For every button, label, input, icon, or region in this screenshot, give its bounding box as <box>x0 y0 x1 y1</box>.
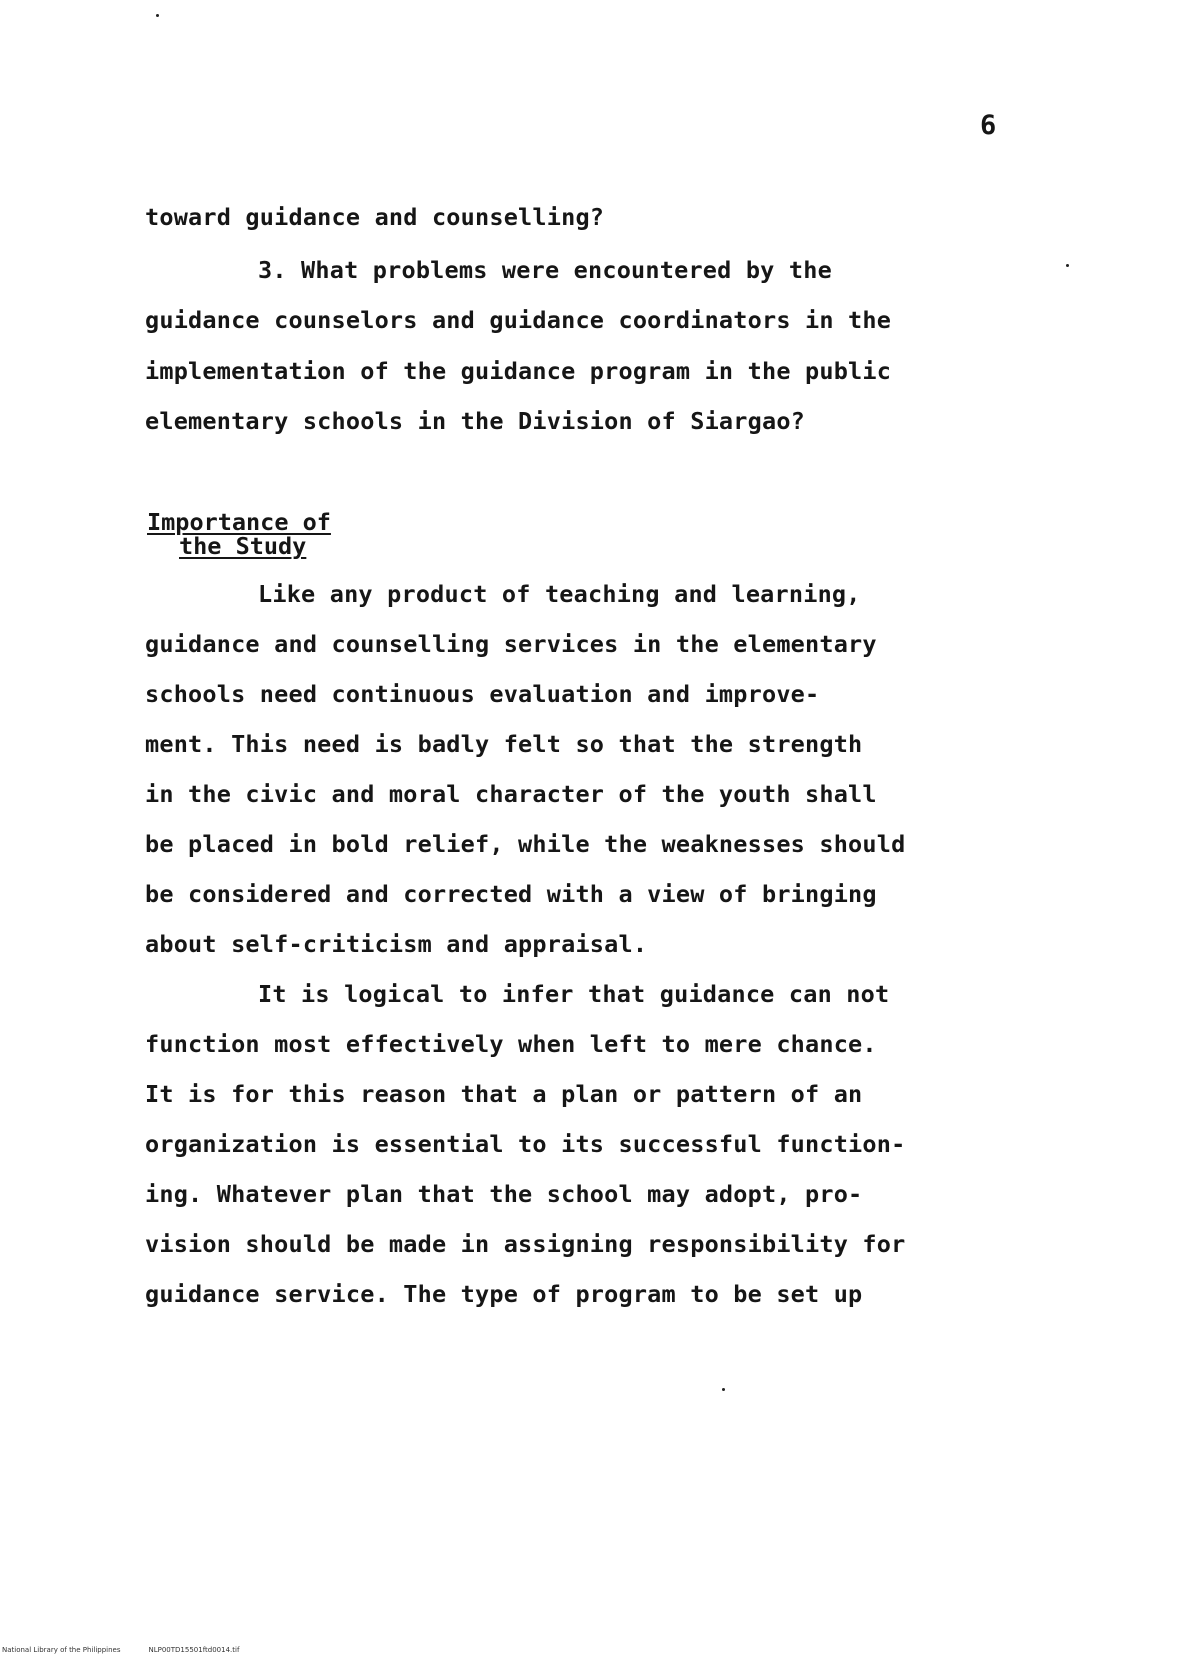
scan-speck <box>722 1388 725 1391</box>
scan-speck <box>156 14 159 17</box>
text-line: ing. Whatever plan that the school may adopt, pro- <box>145 1180 863 1208</box>
text-line: about self-criticism and appraisal. <box>145 930 648 958</box>
text-line: It is logical to infer that guidance can not <box>258 980 890 1008</box>
text-line: guidance and counselling services in the elementary <box>145 630 877 658</box>
text-line: function most effectively when left to mere chance. <box>145 1030 877 1058</box>
text-line: elementary schools in the Division of Siargao? <box>145 407 806 435</box>
page-number: 6 <box>980 110 997 141</box>
text-line: guidance service. The type of program to be set up <box>145 1280 863 1308</box>
text-line: implementation of the guidance program in the public <box>145 357 892 385</box>
text-line: ment. This need is badly felt so that the strength <box>145 730 863 758</box>
text-line: schools need continuous evaluation and improve- <box>145 680 820 708</box>
text-line: vision should be made in assigning responsibility for <box>145 1230 906 1258</box>
section-heading-line-1: Importance of <box>147 508 331 536</box>
section-heading-line-2: the Study <box>179 532 307 560</box>
text-line: be considered and corrected with a view of bringing <box>145 880 877 908</box>
text-line: be placed in bold relief, while the weaknesses should <box>145 830 906 858</box>
scan-footer <box>2 1646 267 1654</box>
text-line: 3. What problems were encountered by the <box>258 256 832 284</box>
section-heading <box>147 510 331 558</box>
scan-speck <box>1066 264 1069 267</box>
text-line: Like any product of teaching and learning, <box>258 580 861 608</box>
text-line: guidance counselors and guidance coordinators in the <box>145 306 892 334</box>
text-line: in the civic and moral character of the youth shall <box>145 780 877 808</box>
text-line: toward guidance and counselling? <box>145 203 605 231</box>
text-line: It is for this reason that a plan or pattern of an <box>145 1080 863 1108</box>
footer-file: NLP00TD15501ftd0014.tif <box>148 1646 240 1654</box>
footer-library: National Library of the Philippines <box>2 1646 121 1654</box>
text-line: organization is essential to its successful function- <box>145 1130 906 1158</box>
